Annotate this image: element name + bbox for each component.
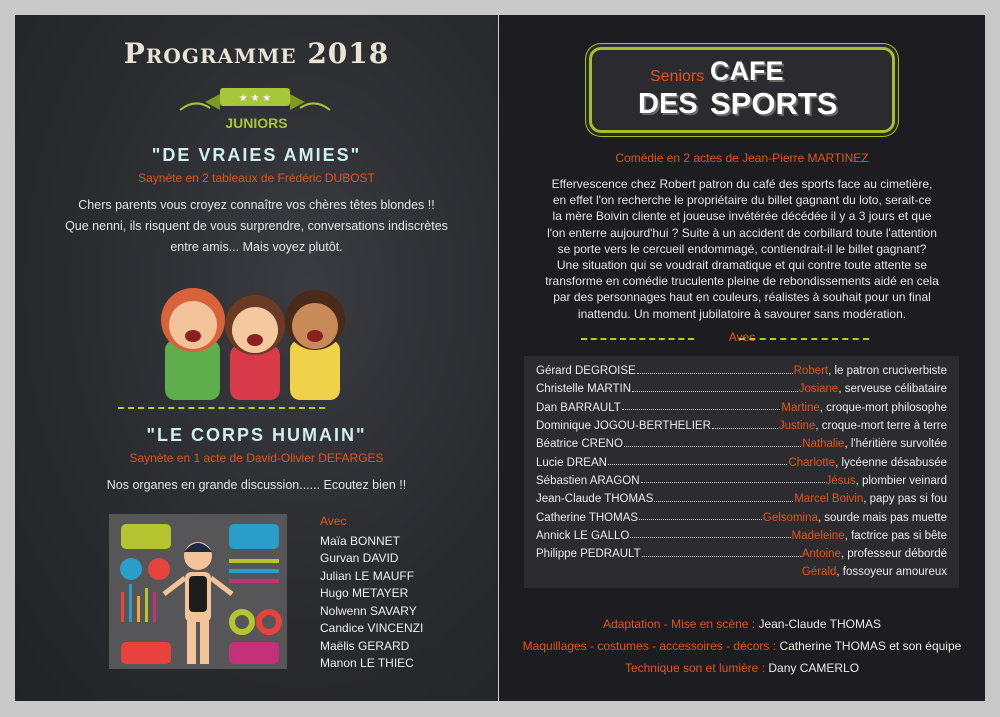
credit-value: Catherine THOMAS et son équipe <box>779 639 962 653</box>
role-description: , professeur débordé <box>840 548 947 561</box>
juniors-cast-list <box>320 513 423 673</box>
play1-title: "DE VRAIES AMIES" <box>151 145 362 165</box>
credit-label: Adaptation - Mise en scène : <box>603 617 759 631</box>
role-name: Robert <box>793 365 829 378</box>
cast-row <box>536 399 947 417</box>
synopsis-line: se porte vers le cercueil endommagé, contiendrait-il le billet gagnant? <box>557 241 927 256</box>
actor-name: Sébastien ARAGON <box>536 474 640 487</box>
synopsis-line: Une situation qui se voudrait dramatique et qui contre toute attente se <box>556 258 928 273</box>
synopsis-line: inattendu. Un moment jubilatoire à savourer sans modération. <box>577 306 907 321</box>
actor-name: Annick LE GALLO <box>536 529 630 542</box>
cast-row <box>536 453 947 471</box>
children-illustration <box>145 270 365 400</box>
cast-member: Candice VINCENZI <box>320 621 424 635</box>
credit-value: Jean-Claude THOMAS <box>758 617 881 631</box>
role-name: Gelsomina <box>762 511 818 524</box>
description-line: Que nenni, ils risquent de vous surprendre, conversations indiscrètes <box>65 219 448 233</box>
role-name: Gérald <box>801 566 837 579</box>
role-description: , lycéenne désabusée <box>835 456 947 469</box>
avec-label: Avec <box>728 330 756 344</box>
ribbon-banner-icon <box>175 80 335 120</box>
programme-title: Programme 2018 <box>123 37 390 70</box>
section-divider <box>118 407 325 409</box>
seniors-subtitle: Comédie en 2 actes de Jean-Pierre MARTINEZ <box>615 151 869 165</box>
play2-subtitle: Saynète en 1 acte de David-Olivier DEFARGES <box>129 451 384 465</box>
anatomy-illustration <box>109 514 287 669</box>
cast-member: Maëlis GERARD <box>320 638 410 653</box>
dot-leader <box>642 549 801 557</box>
dot-leader <box>622 402 781 410</box>
synopsis-line: par des personnages haut en couleurs, réalistes à souhait pour un final <box>553 290 931 305</box>
dot-leader <box>641 475 825 483</box>
role-name: Madeleine <box>791 529 845 542</box>
cast-member: Hugo METAYER <box>320 586 409 600</box>
dot-leader <box>654 494 793 502</box>
synopsis-line: l'on enterre aujourd'hui ? Suite à un accident de corbillard toute l'attention <box>547 225 937 240</box>
cast-member: Maïa BONNET <box>320 533 401 548</box>
play2-title: "LE CORPS HUMAIN" <box>146 425 367 445</box>
role-description: , l'héritière survoltée <box>844 438 947 451</box>
role-description: , croque-mort philosophe <box>819 401 947 414</box>
sign-line-des: DES <box>638 88 698 120</box>
role-description: , croque-mort terre à terre <box>815 420 947 433</box>
cast-row <box>536 417 947 435</box>
role-description: , sourde mais pas muette <box>817 511 947 524</box>
svg-text:★ ★ ★: ★ ★ ★ <box>238 93 272 104</box>
dot-leader <box>608 457 787 465</box>
actor-name: Philippe PEDRAULT <box>536 548 641 561</box>
role-name: Justine <box>778 420 816 433</box>
seniors-cast-table <box>524 356 959 588</box>
synopsis-line: en effet l'on recherche le propriétaire du billet gagnant du loto, serait-ce <box>552 193 932 208</box>
cast-row <box>536 545 947 563</box>
credit-label: Maquillages - costumes - accessoires - décors : <box>522 639 780 653</box>
cast-row <box>536 435 947 453</box>
cast-member: Nolwenn SAVARY <box>320 603 417 618</box>
cast-row <box>536 380 947 398</box>
cafe-des-sports-sign <box>589 47 895 133</box>
dot-leader <box>632 384 798 392</box>
synopsis-line: Effervescence chez Robert patron du café des sports face au cimetière, <box>551 177 933 191</box>
credit-label: Technique son et lumière : <box>624 661 769 675</box>
cast-member: Gurvan DAVID <box>320 551 399 565</box>
play1-subtitle: Saynète en 2 tableaux de Frédéric DUBOST <box>138 171 375 185</box>
dot-leader <box>712 421 778 429</box>
cast-member: Julian LE MAUFF <box>320 568 415 583</box>
role-description: , le patron cruciverbiste <box>828 365 947 378</box>
dot-leader <box>639 512 762 520</box>
cast-row <box>536 472 947 490</box>
cast-row <box>536 362 947 380</box>
sign-line-cafe: CAFE <box>710 56 784 86</box>
actor-name: Béatrice CRENO <box>536 438 623 451</box>
seniors-page <box>499 15 985 701</box>
role-name: Charlotte <box>788 456 836 469</box>
role-name: Nathalie <box>802 438 845 451</box>
cast-row <box>536 527 947 545</box>
play1-description <box>15 195 498 258</box>
credit-line <box>499 635 985 657</box>
actor-name: Dominique JOGOU-BERTHELIER <box>536 420 711 433</box>
role-name: Josiane <box>798 383 839 396</box>
seniors-label: Seniors <box>650 68 705 85</box>
synopsis-line: la mère Boivin cliente et joueuse invétérée décédée il y a 3 jours et que <box>552 209 932 224</box>
role-name: Antoine <box>801 548 841 561</box>
cast-row <box>536 563 947 581</box>
role-name: Marcel Boivin <box>794 493 864 506</box>
actor-name: Gérard DEGROISE <box>536 365 636 378</box>
role-name: Jésus <box>825 474 856 487</box>
actor-name: Catherine THOMAS <box>536 511 639 524</box>
dot-leader <box>637 366 793 374</box>
cast-member: Manon LE THIEC <box>320 656 414 670</box>
synopsis <box>499 176 985 322</box>
dot-leader <box>624 439 801 447</box>
role-description: , serveuse célibataire <box>838 383 947 396</box>
credit-line <box>499 613 985 635</box>
category-label: JUNIORS <box>225 115 288 131</box>
credit-line <box>499 657 985 679</box>
synopsis-line: transforme en comédie truculente pleine de rebondissements aidé en cela <box>545 274 939 289</box>
credit-value: Dany CAMERLO <box>768 661 860 675</box>
avec-divider-right <box>739 338 869 340</box>
description-line: entre amis... Mais voyez plutôt. <box>170 240 343 254</box>
dot-leader <box>630 530 790 538</box>
actor-name: Christelle MARTIN <box>536 383 631 396</box>
sign-line-sports: SPORTS <box>710 86 838 121</box>
juniors-page <box>15 15 498 701</box>
role-description: , papy pas si fou <box>863 493 947 506</box>
description-line: Chers parents vous croyez connaître vos chères têtes blondes !! <box>78 198 435 212</box>
role-description: , fossoyeur amoureux <box>836 566 947 579</box>
actor-name: Dan BARRAULT <box>536 401 621 414</box>
play2-description: Nos organes en grande discussion...... Ecoutez bien !! <box>106 478 407 492</box>
cast-row <box>536 490 947 508</box>
cast-row <box>536 508 947 526</box>
actor-name: Jean-Claude THOMAS <box>536 493 654 506</box>
actor-name: Lucie DREAN <box>536 456 607 469</box>
credits <box>499 613 985 679</box>
role-name: Martine <box>781 401 820 414</box>
avec-label: Avec <box>320 514 347 528</box>
role-description: , factrice pas si bête <box>844 529 947 542</box>
role-description: , plombier veinard <box>855 474 947 487</box>
